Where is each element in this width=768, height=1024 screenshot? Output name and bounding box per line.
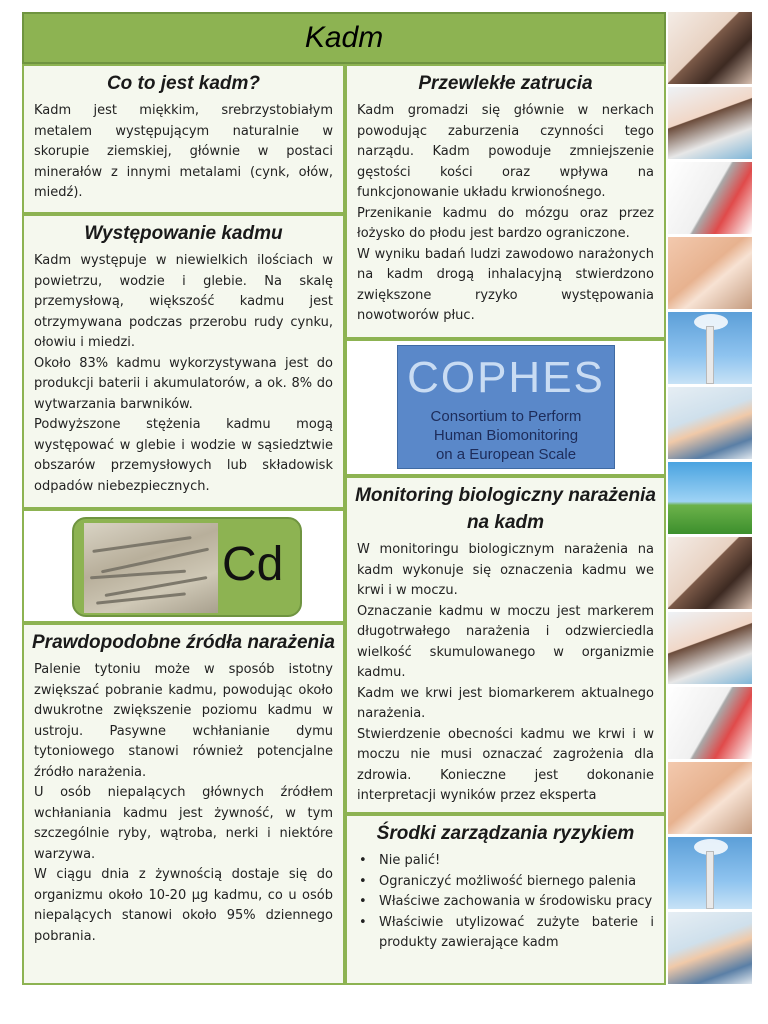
cadmium-element-tile (72, 517, 302, 617)
section-paragraph: Kadm we krwi jest biomarkerem aktualnego narażenia. (357, 685, 654, 721)
section-paragraph: W wyniku badań ludzi zawodowo narażonych na kadm drogą inhalacyjną stwierdzono zwiększone ryzyko występowania nowotworów płuc. (357, 246, 654, 323)
logo-line: Human Biomonitoring (433, 427, 579, 444)
cophes-logo (397, 345, 615, 469)
baby-photo (668, 762, 752, 834)
list-item: • Ograniczyć możliwość biernego palenia (357, 872, 654, 893)
section-what-is-cadmium (22, 64, 345, 214)
lab-photo (668, 612, 752, 684)
photo-strip (668, 12, 752, 987)
logo-line: on a European Scale (435, 446, 577, 463)
section-biomonitoring (345, 476, 666, 814)
chimney-photo (668, 837, 752, 909)
stethoscope-photo (668, 687, 752, 759)
section-paragraph: Kadm gromadzi się głównie w nerkach powodując zaburzenia czynności tego narządu. Kadm powoduje zmniejszenie gęstości kości oraz wpływa na funkcjonowanie układu krwionośnego. (357, 103, 654, 200)
section-paragraph: Kadm występuje w niewielkich ilościach w powietrzu, wodzie i glebie. Na skalę przemysłową, większość kadmu jest otrzymywana podczas przerobu rudy cynku, ołowiu i miedzi. (34, 253, 333, 350)
bullet-icon: • (359, 894, 367, 909)
element-symbol: Cd (222, 538, 284, 591)
baby-photo (668, 237, 752, 309)
section-risk-management (345, 814, 666, 985)
logo-line: Consortium to Perform (430, 408, 582, 425)
logo-name: COPHES (407, 353, 605, 402)
stethoscope-photo (668, 162, 752, 234)
section-paragraph: Podwyższone stężenia kadmu mogą występować w glebie i wodzie w sąsiedztwie obszarów przemysłowych lub składowisk odpadów niebezpiecznych. (34, 417, 333, 494)
section-paragraph: Stwierdzenie obecności kadmu we krwi i w moczu nie musi oznaczać zagrożenia dla zdrowia. Konieczne jest dokonanie interpretacji wyników przez eksperta (357, 726, 654, 803)
section-paragraph: Oznaczanie kadmu w moczu jest markerem długotrwałego narażenia i odzwierciedla wielkość skumulowanego w organizmie kadmu. (357, 603, 654, 680)
section-heading: Prawdopodobne źródła narażenia (32, 632, 335, 653)
kids-photo (668, 462, 752, 534)
bullet-icon: • (359, 873, 367, 889)
people-photo (668, 387, 752, 459)
list-item: • Nie palić! (357, 851, 654, 872)
section-paragraph: W monitoringu biologicznym narażenia na kadm wykonuje się oznaczenia kadmu we krwi i w moczu. (357, 542, 654, 598)
lab-photo (668, 87, 752, 159)
list-item: • Właściwe zachowania w środowisku pracy (357, 892, 654, 913)
title-banner (22, 12, 666, 64)
section-heading: Występowanie kadmu (84, 223, 283, 244)
list-item: • Właściwie utylizować zużyte baterie i produkty zawierające kadm (359, 914, 654, 950)
section-cophes-logo (345, 339, 666, 476)
section-paragraph: W ciągu dnia z żywnością dostaje się do organizmu około 10-20 µg kadmu, co u osób niepalących stanowi około 95% dziennego pobrania. (34, 867, 333, 944)
doctor-photo (668, 537, 752, 609)
section-heading: Środki zarządzania ryzykiem (376, 823, 635, 844)
section-paragraph: Około 83% kadmu wykorzystywana jest do produkcji baterii i akumulatorów, a ok. 8% do wytwarzania barwników. (34, 355, 333, 412)
section-exposure-sources (22, 623, 345, 985)
cadmium-sample-photo (84, 523, 218, 613)
people-photo (668, 912, 752, 984)
section-paragraph: U osób niepalących głównych źródłem wchłaniania kadmu jest żywność, w tym szczególnie ryby, wątroba, nerki i niektóre warzywa. (34, 785, 333, 862)
risk-list (347, 851, 664, 954)
section-heading: Co to jest kadm? (106, 73, 261, 94)
section-paragraph: Palenie tytoniu może w sposób istotny zwiększać pobranie kadmu, powodując około dwukrotne zwiększenie poziomu kadmu w ustroju. Pasywne wchłanianie dymu tytoniowego stanowi również potencjalne źródło narażenia. (34, 662, 333, 780)
section-paragraph: Przenikanie kadmu do mózgu oraz przez łożysko do płodu jest bardzo ograniczone. (357, 205, 654, 241)
section-heading: Monitoring biologiczny narażenia na kadm (355, 485, 656, 533)
bullet-icon: • (359, 853, 367, 868)
section-element-image (22, 509, 345, 623)
bullet-icon: • (359, 914, 367, 930)
page-title: Kadm (304, 21, 384, 54)
doctor-photo (668, 12, 752, 84)
section-chronic-poisoning (345, 64, 666, 339)
section-heading: Przewlekłe zatrucia (418, 73, 593, 94)
section-occurrence (22, 214, 345, 509)
chimney-photo (668, 312, 752, 384)
section-paragraph: Kadm jest miękkim, srebrzystobiałym metalem występującym naturalnie w skorupie ziemskiej, głównie w postaci minerałów z innymi metalami (cynk, ołów, miedź). (34, 103, 333, 200)
